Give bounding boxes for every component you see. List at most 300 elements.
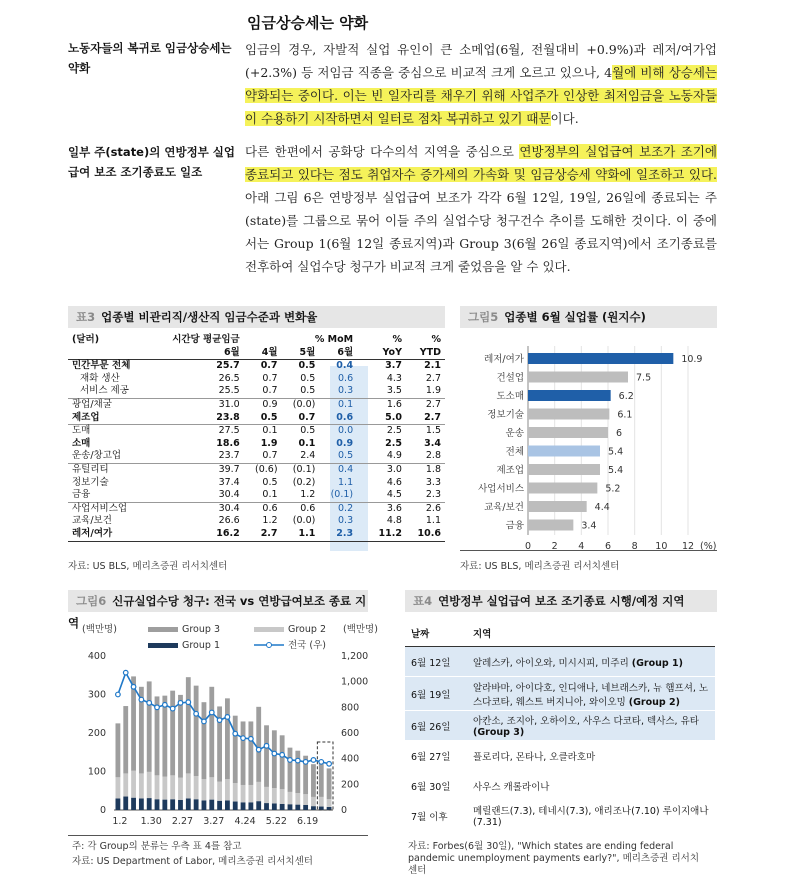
y-tick-left: 400	[87, 651, 106, 662]
bar-segment	[264, 787, 269, 803]
cell-date: 6월 12일	[411, 657, 451, 669]
cell-apr: 0.7	[262, 385, 278, 397]
cell-wage: 39.7	[218, 463, 240, 475]
cell-apr: 1.2	[262, 515, 278, 527]
bar	[528, 353, 673, 364]
x-tick-label: 2	[551, 541, 558, 552]
paragraph-1-text-b: 이다.	[550, 111, 579, 126]
spacer-cell	[357, 438, 367, 451]
bar-segment	[241, 721, 246, 785]
bar-segment	[202, 779, 207, 800]
bar-segment	[256, 782, 261, 801]
table-row	[68, 425, 445, 438]
line-point	[288, 758, 293, 763]
cell-wage: 23.7	[218, 450, 240, 462]
legend-label: Group 2	[288, 624, 326, 635]
region-header: 지역	[473, 629, 492, 640]
y-tick-left: 100	[87, 766, 106, 778]
table-row	[68, 502, 445, 515]
table-row	[68, 438, 445, 451]
unit-label: (달러)	[72, 334, 100, 345]
bar-segment	[170, 799, 175, 810]
fig6-source: 자료: US Department of Labor, 메리츠증권 리서치센터	[72, 856, 313, 867]
line-point	[296, 758, 301, 763]
ytd-header: YTD	[419, 346, 441, 358]
x-tick-label: 6.19	[297, 816, 319, 827]
bar-segment	[162, 800, 167, 810]
bar-segment	[272, 803, 277, 810]
cell-may: (0.0)	[292, 398, 316, 410]
table-row	[68, 477, 445, 490]
fig5-chart	[460, 340, 717, 550]
line-point	[163, 702, 168, 707]
x-tick-label: 0	[524, 541, 532, 552]
bar-segment	[225, 698, 230, 779]
line-point	[311, 758, 316, 763]
spacer-cell	[357, 528, 367, 541]
line-point	[147, 701, 152, 706]
cell-jun: 0.3	[338, 385, 354, 397]
bar-segment	[116, 798, 121, 810]
cell-yoy: 4.5	[386, 489, 402, 501]
line-point	[186, 700, 191, 705]
table-row	[405, 801, 715, 831]
legend-label: 전국 (우)	[288, 640, 326, 651]
bar-segment	[303, 794, 308, 805]
legend-label: Group 1	[182, 640, 220, 651]
cell-may: (0.1)	[292, 463, 316, 475]
bar-segment	[209, 687, 214, 777]
cell-ytd: 1.8	[425, 463, 441, 475]
line-point	[225, 715, 230, 720]
cell-name: 교육/보건	[72, 515, 112, 527]
bar	[528, 464, 600, 475]
bar	[528, 446, 600, 457]
fig5-rule	[460, 550, 717, 551]
bar-segment	[123, 706, 128, 773]
y-tick-right: 0	[341, 805, 348, 816]
table4-number: 표4	[413, 594, 433, 608]
region-text: 알레스카, 아이오와, 미시시피, 미주리	[473, 657, 632, 669]
table4-body	[405, 620, 715, 831]
cell-wage: 30.4	[218, 489, 240, 501]
legend-swatch	[148, 627, 178, 632]
cell-wage: 18.6	[216, 437, 240, 449]
cell-date: 6월 26일	[411, 721, 451, 733]
cell-ytd: 1.1	[425, 515, 441, 527]
line-point	[319, 760, 324, 765]
cell-apr: 0.7	[262, 450, 278, 462]
table-row	[405, 771, 715, 801]
x-tick-label: 4	[578, 541, 585, 552]
cell-ytd: 2.8	[425, 450, 441, 462]
cell-ytd: 2.6	[425, 502, 441, 514]
cell-yoy: 2.5	[386, 425, 402, 437]
line-point	[123, 670, 128, 675]
cell-name: 레저/여가	[72, 527, 113, 539]
bar-segment	[311, 797, 316, 806]
x-tick-label: 2.27	[171, 816, 194, 827]
cell-may: 1.1	[298, 527, 316, 539]
date-header: 날짜	[411, 629, 430, 640]
cell-jun: 2.3	[336, 527, 354, 539]
bar-segment	[225, 779, 230, 800]
cell-apr: 0.1	[262, 425, 278, 437]
cell-name: 사업서비스업	[72, 502, 128, 514]
category-label: 전체	[505, 446, 524, 458]
cell-region	[467, 801, 715, 831]
bar	[528, 372, 628, 383]
cell-may: 0.6	[300, 502, 316, 514]
bar-segment	[131, 798, 136, 810]
cell-yoy: 3.0	[386, 463, 402, 475]
cell-may: 2.4	[300, 450, 316, 462]
side-heading-2: 일부 주(state)의 연방정부 실업급여 보조 조기종료도 일조	[68, 145, 236, 179]
spacer-cell	[357, 385, 367, 398]
category-label: 교육/보건	[484, 502, 524, 513]
paragraph-2-text-b: 아래 그림 6은 연방정부 실업급여 보조가 각각 6월 12일, 19일, 26일에 종료되는 주(state)를 그룹으로 묶어 이들 주의 실업수당 청구건수 추이를 도해한 것이다. 이 중에서는 Group 1(6월 12일 종료지역)과 Group 3(6월 26일 종료지역)에서 조기종료를 전후하여 실업수당 청구가 비교적 크게 줄었음을 알 수 있다.	[245, 190, 717, 274]
yoy-header: YoY	[382, 346, 402, 358]
paragraph-2	[245, 140, 717, 278]
bar-segment	[241, 785, 246, 802]
region-text: 플로리다, 몬타나, 오클라호마	[473, 751, 596, 763]
bar	[528, 520, 573, 531]
bar-segment	[155, 799, 160, 810]
cell-date: 6월 27일	[411, 751, 451, 763]
cell-apr: 0.6	[262, 502, 278, 514]
y-tick-left: 0	[99, 805, 106, 816]
table3-body	[68, 334, 445, 541]
cell-ytd: 3.4	[424, 437, 441, 449]
bar-segment	[233, 783, 238, 801]
fig6-rule	[68, 835, 368, 836]
line-point	[272, 751, 277, 756]
line-point	[194, 711, 199, 716]
cell-wage: 27.5	[218, 425, 240, 437]
line-point	[155, 705, 160, 710]
table-row	[68, 398, 445, 411]
fig6-note: 주: 각 Group의 분류는 우측 표 4를 참고	[72, 841, 242, 852]
table3-source: 자료: US BLS, 메리츠증권 리서치센터	[68, 561, 228, 572]
bar-segment	[116, 777, 121, 798]
bar-segment	[256, 707, 261, 782]
wage-month-header: 6월	[223, 346, 240, 358]
bar-segment	[170, 775, 175, 799]
cell-apr: 2.7	[260, 527, 278, 539]
value-label: 3.4	[581, 520, 597, 532]
x-tick-label: 12	[681, 541, 695, 552]
x-unit-label: (%)	[700, 541, 717, 552]
bar-segment	[248, 785, 253, 802]
line-point	[249, 736, 254, 741]
table3-head-row-2	[68, 347, 445, 360]
cell-wage: 30.4	[218, 502, 240, 514]
bar-segment	[186, 773, 191, 798]
bar-segment	[178, 695, 183, 778]
table4	[405, 620, 715, 831]
y-axis-right-label: (백만명)	[343, 624, 378, 635]
y-axis-left-label: (백만명)	[82, 624, 117, 635]
fig5-source: 자료: US BLS, 메리츠증권 리서치센터	[460, 561, 620, 572]
group-label: (Group 1)	[631, 657, 683, 669]
yoy-header-unit: %	[392, 334, 402, 345]
bar-segment	[295, 805, 300, 810]
cell-may: 1.2	[300, 489, 316, 501]
table-row	[68, 360, 445, 373]
bar-segment	[319, 797, 324, 807]
cell-yoy: 5.0	[385, 411, 402, 423]
table-row	[68, 489, 445, 502]
table4-source: 자료: Forbes(6월 30일), "Which states are ending federal pandemic unemployment payments early?", 메리츠증권 리서치센터	[408, 841, 700, 876]
bar-segment	[217, 801, 222, 810]
table4-grid	[405, 620, 715, 831]
bar-segment	[155, 775, 160, 799]
bar-segment	[147, 772, 152, 798]
value-label: 6	[616, 428, 623, 439]
line-point	[209, 710, 214, 715]
category-label: 도소매	[496, 391, 524, 402]
line-point	[131, 685, 136, 690]
bar-segment	[280, 804, 285, 810]
may-header: 5월	[299, 346, 316, 358]
cell-jun: 0.9	[336, 437, 354, 449]
region-text: 사우스 캐롤라이나	[473, 781, 550, 793]
category-label: 건설업	[496, 372, 524, 384]
x-tick-label: 8	[631, 541, 638, 552]
bar-segment	[194, 686, 199, 776]
table4-head-row	[405, 620, 715, 647]
cell-apr: 0.5	[262, 476, 278, 488]
bar-segment	[264, 725, 269, 787]
cell-name: 서비스 제공	[80, 385, 129, 397]
table3-grid	[68, 334, 445, 542]
cell-jun: 0.3	[338, 515, 354, 527]
bar-segment	[248, 721, 253, 785]
category-label: 레저/여가	[484, 354, 524, 365]
table-row	[405, 741, 715, 771]
value-label: 6.2	[618, 391, 634, 402]
category-label: 제조업	[496, 465, 524, 476]
cell-jun: 0.2	[338, 502, 354, 514]
spacer-cell	[357, 463, 367, 476]
cell-may: (0.0)	[292, 515, 316, 527]
x-tick-label: 1.30	[140, 816, 162, 827]
spacer-cell	[357, 360, 367, 373]
cell-name: 운송/창고업	[72, 450, 122, 462]
bar-segment	[295, 751, 300, 793]
cell-ytd: 2.1	[424, 360, 441, 372]
region-text: 알라바마, 아이다호, 인디애나, 네브래스카, 뉴 햄프셔, 노스다코타, 웨스트 버지니아, 와이오밍	[473, 682, 709, 708]
fig5-title: 업종별 6월 실업률 (원지수)	[504, 310, 646, 324]
paragraph-2-highlight: 연방정부의 실업급여 보조가 조기에 종료되고 있다는 점도 취업자수 증가세의 가속화 및 임금상승세 약화에 일조하고 있다.	[245, 144, 718, 182]
bar-segment	[162, 777, 167, 800]
table-row	[405, 711, 715, 741]
y-tick-right: 1,200	[341, 651, 369, 662]
legend-swatch	[148, 643, 178, 648]
avg-wage-header: 시간당 평균임금	[172, 334, 240, 345]
cell-region	[467, 771, 715, 801]
paragraph-2-text-a: 다른 한편에서 공화당 다수의석 지역을 중심으로	[245, 144, 520, 159]
bar-segment	[139, 798, 144, 810]
group-label: (Group 3)	[473, 727, 525, 738]
cell-may: 0.5	[298, 360, 316, 372]
cell-date: 6월 19일	[411, 689, 451, 701]
bar-segment	[131, 771, 136, 798]
spacer-cell	[357, 489, 367, 502]
cell-yoy: 11.2	[378, 527, 402, 539]
category-label: 운송	[505, 428, 524, 439]
cell-region	[467, 677, 715, 711]
cell-name: 광업/채굴	[72, 398, 112, 410]
cell-wage: 26.5	[218, 372, 240, 384]
cell-name: 도매	[72, 425, 91, 437]
line-point	[327, 762, 332, 767]
y-tick-left: 300	[87, 689, 106, 701]
x-tick-label: 3.27	[203, 816, 225, 827]
cell-jun: 0.1	[338, 398, 354, 410]
paragraph-1-highlight: 월에 비해 상승세는 약화되는 중이다. 이는 빈 일자리를 채우기 위해 사업주가 인상한 최저임금을 노동자들이 수용하기 시작하면서 일터로 점차 복귀하고 있기 때문	[245, 65, 717, 126]
bar-segment	[170, 691, 175, 776]
cell-name: 정보기술	[72, 476, 109, 488]
bar-segment	[123, 797, 128, 810]
cell-name: 제조업	[72, 411, 100, 423]
table-row	[68, 450, 445, 463]
cell-jun: 0.0	[338, 425, 354, 437]
cell-apr: 0.5	[260, 411, 278, 423]
cell-apr: 0.9	[262, 398, 278, 410]
cell-date: 7월 이후	[411, 811, 448, 823]
line-point	[264, 744, 269, 749]
cell-wage: 26.6	[218, 515, 240, 527]
spacer-cell	[357, 515, 367, 528]
cell-jun: 0.4	[336, 360, 354, 372]
table3-title: 업종별 비관리직/생산직 임금수준과 변화율	[101, 310, 318, 324]
bar-segment	[311, 764, 316, 797]
cell-may: 0.5	[300, 385, 316, 397]
x-tick-label: 1.2	[112, 816, 128, 827]
bar-segment	[311, 806, 316, 810]
cell-jun: 0.6	[336, 411, 354, 423]
bar-segment	[288, 748, 293, 792]
bar	[528, 501, 587, 512]
bar-segment	[217, 782, 222, 801]
cell-apr: (0.6)	[255, 463, 278, 475]
table-row	[68, 412, 445, 425]
cell-apr: 0.7	[262, 372, 278, 384]
cell-yoy: 4.9	[386, 450, 402, 462]
y-tick-right: 600	[341, 728, 360, 739]
fig6-number: 그림6	[76, 594, 107, 608]
bar-segment	[272, 788, 277, 803]
bar-segment	[116, 723, 121, 777]
bar-segment	[202, 800, 207, 810]
bar-segment	[264, 803, 269, 810]
y-tick-left: 200	[87, 728, 106, 739]
line-point	[303, 760, 308, 765]
bar-segment	[280, 789, 285, 804]
bar-segment	[303, 805, 308, 810]
table-row	[68, 463, 445, 476]
line-point	[178, 701, 183, 706]
cell-yoy: 3.5	[386, 385, 402, 397]
cell-may: 0.7	[298, 411, 316, 423]
cell-yoy: 4.6	[386, 476, 402, 488]
x-tick-label: 10	[655, 541, 668, 552]
bar-segment	[256, 801, 261, 810]
bar-segment	[209, 777, 214, 799]
y-tick-right: 800	[341, 702, 360, 714]
bar-segment	[209, 800, 214, 810]
line-point	[280, 753, 285, 758]
cell-name: 민간부문 전체	[72, 360, 131, 372]
cell-jun: 0.6	[338, 372, 354, 384]
cell-apr: 1.9	[260, 437, 278, 449]
bar-segment	[139, 773, 144, 798]
cell-name: 소매	[72, 437, 91, 449]
spacer-cell	[357, 398, 367, 411]
spacer-cell	[357, 425, 367, 438]
cell-may: 0.1	[298, 437, 316, 449]
cell-yoy: 4.8	[386, 515, 402, 527]
table-row	[405, 647, 715, 677]
bar-segment	[162, 696, 167, 777]
cell-name: 재화 생산	[80, 372, 120, 384]
spacer-cell	[357, 373, 367, 386]
table3	[68, 334, 445, 542]
group-label: (Group 2)	[628, 696, 680, 708]
bar-segment	[295, 793, 300, 805]
bar-segment	[233, 802, 238, 810]
table3-header	[68, 306, 445, 328]
cell-wage: 31.0	[218, 398, 240, 410]
table-row	[68, 385, 445, 398]
cell-may: 0.5	[300, 372, 316, 384]
cell-ytd: 2.7	[424, 411, 441, 423]
bar	[528, 409, 609, 420]
bar-segment	[225, 800, 230, 810]
cell-name: 금융	[72, 489, 91, 501]
line-point	[233, 731, 238, 736]
bar-segment	[288, 804, 293, 810]
table4-title: 연방정부 실업급여 보조 조기종료 시행/예정 지역	[438, 594, 685, 608]
bar	[528, 483, 597, 494]
table-row	[405, 677, 715, 711]
category-label: 정보기술	[487, 409, 524, 421]
mom-header: % MoM	[314, 334, 354, 345]
cell-ytd: 1.9	[425, 385, 441, 397]
bar-segment	[186, 677, 191, 773]
bar-segment	[272, 730, 277, 788]
line-point	[116, 692, 121, 697]
cell-wage: 37.4	[218, 476, 240, 488]
line-point	[256, 747, 261, 752]
value-label: 4.4	[594, 502, 610, 513]
cell-ytd: 3.3	[425, 476, 441, 488]
cell-name: 유틸리티	[72, 463, 109, 475]
cell-wage: 25.5	[218, 385, 240, 397]
table3-number: 표3	[76, 310, 96, 324]
cell-yoy: 1.6	[386, 398, 402, 410]
line-point	[217, 718, 222, 723]
x-tick-label: 4.24	[234, 816, 256, 827]
cell-ytd: 2.3	[425, 489, 441, 501]
section-title: 임금상승세는 약화	[247, 14, 369, 32]
table4-header	[405, 590, 717, 612]
fig6-chart	[68, 618, 378, 833]
cell-region	[467, 711, 715, 741]
fig5-number: 그림5	[468, 310, 499, 324]
region-text: 메릴랜드(7.3), 테네시(7.3), 애리조나(7.10) 루이지애나(7.31)	[473, 806, 709, 828]
